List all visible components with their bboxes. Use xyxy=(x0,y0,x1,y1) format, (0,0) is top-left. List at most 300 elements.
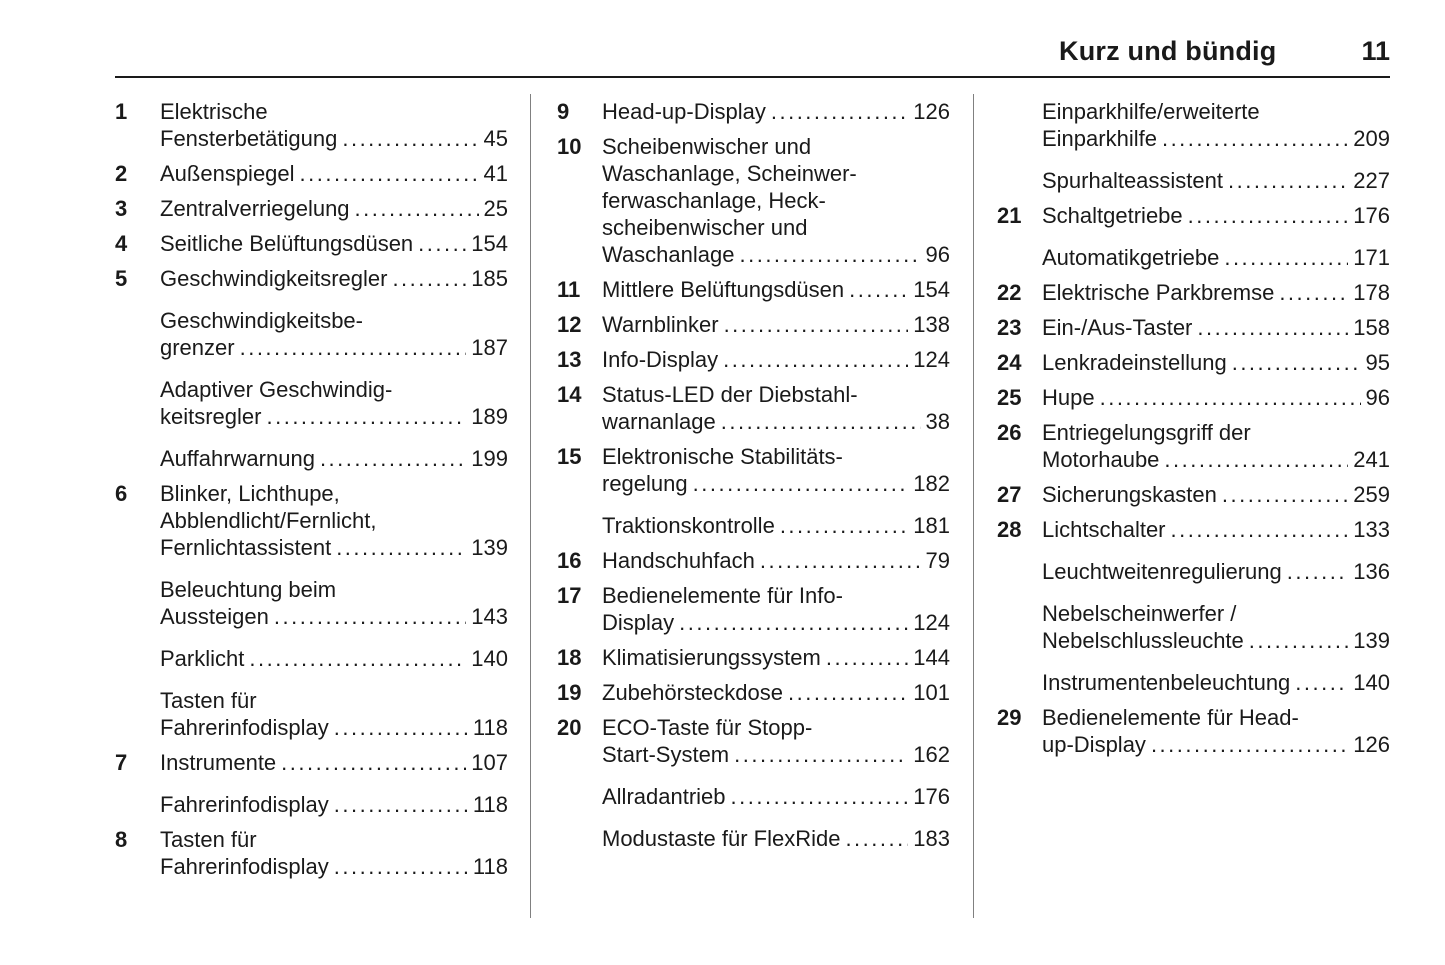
toc-entry-text-line: Nebelschlussleuchte xyxy=(1042,628,1244,653)
toc-entry-body xyxy=(602,276,950,303)
toc-entry-number: 7 xyxy=(115,750,128,775)
toc-entry-body xyxy=(1042,704,1390,758)
toc-entry xyxy=(997,704,1390,758)
toc-entry-text-line: Schaltgetriebe xyxy=(1042,203,1183,228)
toc-entry-text-line: warnanlage xyxy=(602,409,716,434)
toc-entry-last-line xyxy=(1042,481,1390,508)
dot-leader xyxy=(1295,669,1348,696)
page-title: Kurz und bündig xyxy=(1059,36,1277,66)
toc-entry-body xyxy=(160,480,508,561)
dot-leader xyxy=(1151,731,1348,758)
dot-leader xyxy=(723,346,908,373)
toc-entry-page-number: 187 xyxy=(471,335,508,360)
toc-entry-body xyxy=(160,791,508,818)
toc-entry-last-line xyxy=(1042,167,1390,194)
toc-entry-page-number: 95 xyxy=(1365,350,1390,375)
toc-entry-page-number: 118 xyxy=(472,715,508,740)
toc-entry xyxy=(557,679,950,706)
toc-entry-text-line: Instrumente xyxy=(160,750,277,775)
toc-entry-body xyxy=(602,311,950,338)
toc-entry-page-number: 227 xyxy=(1353,168,1390,193)
toc-entry-body xyxy=(160,307,508,361)
dot-leader xyxy=(721,408,921,435)
toc-entry-body xyxy=(1042,167,1390,194)
toc-entry-body xyxy=(602,512,950,539)
toc-entry-text-line: Waschanlage, Scheinwer- xyxy=(602,161,857,186)
toc-entry-page-number: 45 xyxy=(483,126,508,151)
toc-entry-text-line: Bedienelemente für Info- xyxy=(602,583,843,608)
toc-entry xyxy=(997,98,1390,152)
dot-leader xyxy=(1171,516,1349,543)
toc-entry-number: 24 xyxy=(997,350,1022,375)
toc-entry-text-line: Tasten für xyxy=(160,827,257,852)
dot-leader xyxy=(724,311,909,338)
toc-entry-body xyxy=(1042,384,1390,411)
dot-leader xyxy=(845,825,908,852)
dot-leader xyxy=(693,470,909,497)
toc-entry-number xyxy=(997,600,1042,654)
toc-entry-last-line xyxy=(1042,669,1390,696)
toc-entry-last-line xyxy=(602,609,950,636)
toc-entry-number: 16 xyxy=(557,548,582,573)
dot-leader xyxy=(826,644,908,671)
toc-entry xyxy=(557,714,950,768)
dot-leader xyxy=(281,749,466,776)
dot-leader xyxy=(849,276,908,303)
toc-entry-number xyxy=(997,244,1042,271)
toc-entry-body xyxy=(1042,279,1390,306)
toc-entry-number xyxy=(557,783,602,810)
toc-entry-body xyxy=(602,98,950,125)
toc-entry xyxy=(997,600,1390,654)
toc-entry-page-number: 144 xyxy=(913,645,950,670)
dot-leader xyxy=(734,741,908,768)
toc-entry xyxy=(997,314,1390,341)
toc-entry-number: 12 xyxy=(557,312,582,337)
toc-entry-page-number: 183 xyxy=(913,826,950,851)
toc-entry-last-line xyxy=(1042,202,1390,229)
toc-entry-last-line xyxy=(602,98,950,125)
toc-entry xyxy=(115,307,508,361)
toc-entry-text-line: Außenspiegel xyxy=(160,161,295,186)
dot-leader xyxy=(334,791,468,818)
toc-entry-page-number: 118 xyxy=(472,854,508,879)
toc-entry-last-line xyxy=(160,230,508,257)
toc-entry-body xyxy=(1042,669,1390,696)
toc-entry-text-line: Klimatisierungssystem xyxy=(602,645,821,670)
toc-entry-text-line: Head-up-Display xyxy=(602,99,766,124)
dot-leader xyxy=(1162,125,1348,152)
toc-entry-last-line xyxy=(160,403,508,430)
toc-entry-body xyxy=(602,133,950,268)
toc-entry-last-line xyxy=(602,741,950,768)
toc-entry-number xyxy=(557,825,602,852)
toc-entry-body xyxy=(160,376,508,430)
toc-entry xyxy=(997,349,1390,376)
toc-entry-last-line xyxy=(1042,446,1390,473)
toc-entry-body xyxy=(602,679,950,706)
toc-entry-body xyxy=(1042,314,1390,341)
toc-entry xyxy=(997,202,1390,229)
toc-entry-page-number: 185 xyxy=(471,266,508,291)
toc-entry-text-line: Start-System xyxy=(602,742,730,767)
dot-leader xyxy=(355,195,479,222)
toc-entry-number xyxy=(557,512,602,539)
toc-entry-last-line xyxy=(160,445,508,472)
dot-leader xyxy=(1197,314,1348,341)
toc-entry-number xyxy=(115,445,160,472)
toc-entry-text-line: Geschwindigkeitsbe- xyxy=(160,308,363,333)
toc-entry-text-line: Automatikgetriebe xyxy=(1042,245,1220,270)
toc-entry-last-line xyxy=(160,645,508,672)
toc-entry-page-number: 96 xyxy=(925,242,950,267)
toc-entry-page-number: 140 xyxy=(1353,670,1390,695)
dot-leader xyxy=(731,783,909,810)
dot-leader xyxy=(342,125,478,152)
toc-entry xyxy=(997,244,1390,271)
toc-entry xyxy=(115,576,508,630)
toc-entry xyxy=(997,669,1390,696)
toc-entry-body xyxy=(1042,244,1390,271)
toc-entry-body xyxy=(602,547,950,574)
toc-entry-last-line xyxy=(1042,349,1390,376)
toc-entry-text-line: up-Display xyxy=(1042,732,1146,757)
toc-entry-page-number: 101 xyxy=(913,680,950,705)
toc-entry-number: 29 xyxy=(997,705,1022,730)
toc-entry xyxy=(115,445,508,472)
toc-entry-text-line: Motorhaube xyxy=(1042,447,1160,472)
dot-leader xyxy=(739,241,920,268)
toc-entry-number: 19 xyxy=(557,680,582,705)
toc-entry-text-line: Tasten für xyxy=(160,688,257,713)
toc-entry-body xyxy=(602,443,950,497)
toc-entry-last-line xyxy=(160,853,508,880)
toc-entry-text-line: keitsregler xyxy=(160,404,262,429)
toc-entry xyxy=(115,687,508,741)
toc-entry-page-number: 176 xyxy=(1353,203,1390,228)
toc-entry-text-line: grenzer xyxy=(160,335,235,360)
toc-entry-page-number: 154 xyxy=(913,277,950,302)
toc-entry-text-line: Lichtschalter xyxy=(1042,517,1166,542)
toc-entry xyxy=(115,376,508,430)
toc-entry-last-line xyxy=(160,195,508,222)
toc-entry-page-number: 181 xyxy=(913,513,950,538)
toc-entry-number: 6 xyxy=(115,481,128,506)
toc-entry-text-line: Zentralverriegelung xyxy=(160,196,350,221)
toc-column-2 xyxy=(530,94,973,918)
toc-entry-text-line: Sicherungskasten xyxy=(1042,482,1217,507)
toc-entry-page-number: 25 xyxy=(483,196,508,221)
page-header xyxy=(0,0,1445,67)
toc-entry-number: 26 xyxy=(997,420,1022,445)
dot-leader xyxy=(1224,244,1348,271)
toc-entry-text-line: Ein-/Aus-Taster xyxy=(1042,315,1193,340)
dot-leader xyxy=(1164,446,1348,473)
index-columns xyxy=(115,94,1390,918)
toc-entry-last-line xyxy=(1042,244,1390,271)
toc-entry-text-line: Leuchtweitenregulierung xyxy=(1042,559,1282,584)
toc-entry-number xyxy=(997,558,1042,585)
toc-entry xyxy=(115,826,508,880)
toc-entry-number: 1 xyxy=(115,99,128,124)
toc-entry xyxy=(557,644,950,671)
toc-entry-body xyxy=(602,381,950,435)
toc-entry-last-line xyxy=(602,276,950,303)
toc-entry xyxy=(997,279,1390,306)
toc-entry-page-number: 176 xyxy=(913,784,950,809)
toc-entry-last-line xyxy=(1042,627,1390,654)
toc-entry-last-line xyxy=(1042,558,1390,585)
toc-entry-last-line xyxy=(160,791,508,818)
toc-entry xyxy=(557,582,950,636)
toc-entry-body xyxy=(1042,419,1390,473)
toc-column-3 xyxy=(973,94,1390,918)
toc-entry-body xyxy=(160,445,508,472)
toc-entry-number: 8 xyxy=(115,827,128,852)
toc-entry-body xyxy=(602,346,950,373)
dot-leader xyxy=(249,645,466,672)
toc-entry xyxy=(997,384,1390,411)
toc-entry xyxy=(557,276,950,303)
toc-entry-last-line xyxy=(160,160,508,187)
toc-entry-text-line: Instrumentenbeleuchtung xyxy=(1042,670,1291,695)
toc-entry xyxy=(557,133,950,268)
toc-entry-page-number: 171 xyxy=(1353,245,1390,270)
toc-entry xyxy=(557,443,950,497)
toc-entry-number: 22 xyxy=(997,280,1022,305)
dot-leader xyxy=(418,230,466,257)
toc-entry xyxy=(557,547,950,574)
dot-leader xyxy=(679,609,908,636)
toc-entry-page-number: 79 xyxy=(925,548,950,573)
toc-entry-text-line: Info-Display xyxy=(602,347,719,372)
toc-entry-number xyxy=(115,376,160,430)
toc-entry-last-line xyxy=(602,311,950,338)
toc-entry-number: 25 xyxy=(997,385,1022,410)
toc-entry-last-line xyxy=(602,783,950,810)
toc-entry xyxy=(557,346,950,373)
toc-entry-number: 11 xyxy=(557,277,581,302)
toc-entry-text-line: Status-LED der Diebstahl- xyxy=(602,382,858,407)
toc-entry xyxy=(997,558,1390,585)
toc-entry-last-line xyxy=(160,534,508,561)
toc-entry xyxy=(115,230,508,257)
toc-entry-number xyxy=(115,791,160,818)
toc-entry-text-line: Spurhalteassistent xyxy=(1042,168,1223,193)
toc-entry-body xyxy=(602,783,950,810)
toc-entry xyxy=(115,98,508,152)
toc-entry-last-line xyxy=(160,714,508,741)
toc-entry-number xyxy=(115,687,160,741)
dot-leader xyxy=(1287,558,1349,585)
dot-leader xyxy=(1279,279,1348,306)
toc-entry-page-number: 138 xyxy=(913,312,950,337)
toc-entry-number xyxy=(115,307,160,361)
toc-entry-number xyxy=(115,576,160,630)
dot-leader xyxy=(1100,384,1361,411)
toc-entry xyxy=(115,749,508,776)
toc-entry-page-number: 143 xyxy=(471,604,508,629)
toc-entry-page-number: 139 xyxy=(471,535,508,560)
toc-entry-last-line xyxy=(602,470,950,497)
toc-entry-last-line xyxy=(160,603,508,630)
toc-entry-text-line: Seitliche Belüftungsdüsen xyxy=(160,231,414,256)
toc-entry-text-line: Einparkhilfe xyxy=(1042,126,1157,151)
toc-entry-text-line: Einparkhilfe/erweiterte xyxy=(1042,99,1260,124)
dot-leader xyxy=(274,603,466,630)
toc-entry-text-line: Lenkradeinstellung xyxy=(1042,350,1227,375)
toc-entry-page-number: 124 xyxy=(913,610,950,635)
toc-entry-text-line: Scheibenwischer und xyxy=(602,134,812,159)
toc-entry-last-line xyxy=(1042,314,1390,341)
toc-entry-number xyxy=(997,167,1042,194)
toc-entry-number: 10 xyxy=(557,134,582,159)
toc-entry-page-number: 140 xyxy=(471,646,508,671)
toc-entry-text-line: Auffahrwarnung xyxy=(160,446,315,471)
toc-entry-text-line: Modustaste für FlexRide xyxy=(602,826,841,851)
toc-entry xyxy=(115,195,508,222)
toc-entry-page-number: 107 xyxy=(471,750,508,775)
toc-entry-text-line: Abblendlicht/Fernlicht, xyxy=(160,508,377,533)
toc-entry-text-line: scheibenwischer und xyxy=(602,215,808,240)
toc-entry xyxy=(115,265,508,292)
toc-entry-text-line: Hupe xyxy=(1042,385,1095,410)
dot-leader xyxy=(334,714,468,741)
toc-entry xyxy=(557,311,950,338)
toc-entry-page-number: 154 xyxy=(471,231,508,256)
toc-entry-page-number: 158 xyxy=(1353,315,1390,340)
toc-entry-body xyxy=(1042,98,1390,152)
dot-leader xyxy=(1249,627,1349,654)
toc-entry-number: 4 xyxy=(115,231,128,256)
toc-entry-text-line: Fahrerinfodisplay xyxy=(160,854,329,879)
dot-leader xyxy=(771,98,908,125)
toc-entry-page-number: 209 xyxy=(1353,126,1390,151)
toc-entry-body xyxy=(602,644,950,671)
toc-entry-text-line: Bedienelemente für Head- xyxy=(1042,705,1299,730)
toc-entry xyxy=(115,480,508,561)
toc-entry xyxy=(557,98,950,125)
toc-entry-text-line: Aussteigen xyxy=(160,604,269,629)
toc-entry-text-line: Parklicht xyxy=(160,646,245,671)
dot-leader xyxy=(334,853,468,880)
toc-entry-page-number: 136 xyxy=(1353,559,1390,584)
toc-entry-last-line xyxy=(602,547,950,574)
toc-entry-text-line: Zubehörsteckdose xyxy=(602,680,783,705)
dot-leader xyxy=(392,265,466,292)
toc-entry-text-line: Elektronische Stabilitäts- xyxy=(602,444,843,469)
toc-entry-text-line: Elektrische Parkbremse xyxy=(1042,280,1275,305)
header-rule xyxy=(115,76,1390,78)
toc-column-1 xyxy=(115,94,530,918)
toc-entry-number: 13 xyxy=(557,347,582,372)
toc-entry-text-line: Beleuchtung beim xyxy=(160,577,337,602)
toc-entry-last-line xyxy=(1042,125,1390,152)
toc-entry-last-line xyxy=(1042,731,1390,758)
toc-entry-body xyxy=(160,749,508,776)
toc-entry-page-number: 139 xyxy=(1353,628,1390,653)
toc-entry xyxy=(115,791,508,818)
toc-entry-body xyxy=(160,160,508,187)
toc-entry-last-line xyxy=(1042,279,1390,306)
toc-entry-last-line xyxy=(602,346,950,373)
toc-entry-number: 15 xyxy=(557,444,582,469)
toc-entry-page-number: 189 xyxy=(471,404,508,429)
toc-entry-last-line xyxy=(160,265,508,292)
toc-entry-body xyxy=(160,826,508,880)
toc-entry-body xyxy=(1042,600,1390,654)
toc-entry-page-number: 199 xyxy=(471,446,508,471)
dot-leader xyxy=(1222,481,1348,508)
toc-entry-body xyxy=(1042,349,1390,376)
toc-entry-page-number: 96 xyxy=(1365,385,1390,410)
toc-entry-number: 27 xyxy=(997,482,1022,507)
toc-entry-last-line xyxy=(602,679,950,706)
toc-entry-number: 14 xyxy=(557,382,582,407)
toc-entry-page-number: 241 xyxy=(1353,447,1390,472)
toc-entry-body xyxy=(1042,516,1390,543)
toc-entry-number: 5 xyxy=(115,266,128,291)
toc-entry-page-number: 126 xyxy=(1353,732,1390,757)
toc-entry-last-line xyxy=(602,241,950,268)
toc-entry-number xyxy=(997,98,1042,152)
toc-entry-page-number: 118 xyxy=(472,792,508,817)
toc-entry-last-line xyxy=(160,749,508,776)
toc-entry-number: 17 xyxy=(557,583,582,608)
dot-leader xyxy=(240,334,467,361)
toc-entry-page-number: 41 xyxy=(483,161,508,186)
toc-entry-text-line: Blinker, Lichthupe, xyxy=(160,481,340,506)
toc-entry xyxy=(997,419,1390,473)
toc-entry xyxy=(557,825,950,852)
toc-entry-body xyxy=(602,582,950,636)
toc-entry-text-line: Traktionskontrolle xyxy=(602,513,775,538)
toc-entry xyxy=(997,167,1390,194)
toc-entry-number: 23 xyxy=(997,315,1022,340)
toc-entry-text-line: Elektrische xyxy=(160,99,268,124)
toc-entry-text-line: Nebelscheinwerfer / xyxy=(1042,601,1237,626)
toc-entry-number: 3 xyxy=(115,196,128,221)
toc-entry-last-line xyxy=(602,408,950,435)
toc-entry-body xyxy=(602,825,950,852)
toc-entry-body xyxy=(160,98,508,152)
toc-entry-number: 2 xyxy=(115,161,128,186)
toc-entry-last-line xyxy=(602,512,950,539)
toc-entry-last-line xyxy=(1042,384,1390,411)
dot-leader xyxy=(300,160,479,187)
toc-entry-number xyxy=(997,669,1042,696)
toc-entry-number: 28 xyxy=(997,517,1022,542)
toc-entry-text-line: Allradantrieb xyxy=(602,784,726,809)
toc-entry-page-number: 133 xyxy=(1353,517,1390,542)
toc-entry-text-line: ferwaschanlage, Heck- xyxy=(602,188,826,213)
toc-entry-last-line xyxy=(160,125,508,152)
toc-entry-text-line: Fernlichtassistent xyxy=(160,535,332,560)
dot-leader xyxy=(266,403,466,430)
toc-entry-last-line xyxy=(602,825,950,852)
toc-entry-text-line: regelung xyxy=(602,471,688,496)
toc-entry-number: 20 xyxy=(557,715,582,740)
toc-entry-text-line: Fensterbetätigung xyxy=(160,126,338,151)
toc-entry xyxy=(557,381,950,435)
toc-entry-text-line: Adaptiver Geschwindig- xyxy=(160,377,393,402)
toc-entry-page-number: 178 xyxy=(1353,280,1390,305)
dot-leader xyxy=(780,512,908,539)
toc-entry-number: 21 xyxy=(997,203,1022,228)
toc-entry-text-line: ECO-Taste für Stopp- xyxy=(602,715,813,740)
toc-entry-body xyxy=(160,195,508,222)
toc-entry-body xyxy=(1042,202,1390,229)
